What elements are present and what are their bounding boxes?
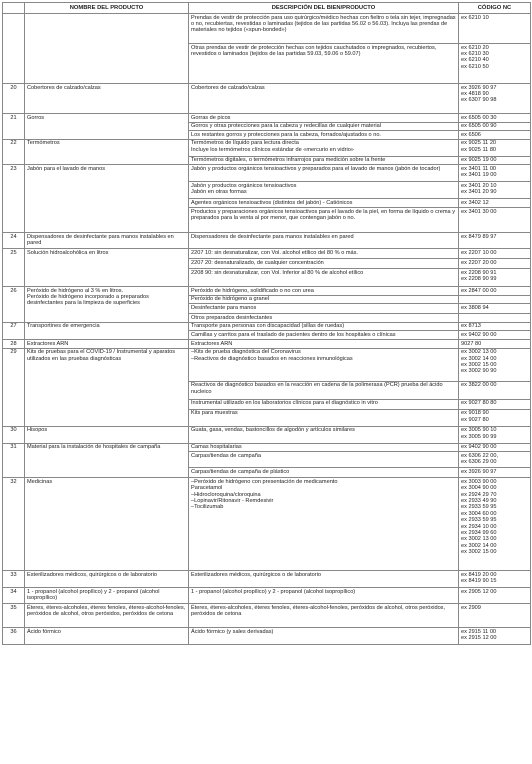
nc-code: ex 6210 40 — [461, 57, 489, 64]
nc-code: ex 2933 59 95 — [461, 517, 497, 524]
row-number: 26 — [3, 286, 25, 322]
table-row — [3, 443, 531, 452]
nc-code-cell — [459, 588, 531, 604]
header-product-name: NOMBRE DEL PRODUCTO — [25, 3, 189, 14]
product-name — [25, 628, 189, 645]
nc-code: ex 2208 90 99 — [461, 275, 497, 282]
nc-code-cell — [459, 14, 531, 44]
nc-code: ex 6506 — [461, 131, 481, 138]
product-name-line: Extractores ARN — [27, 340, 69, 347]
nc-code: ex 3401 20 90 — [461, 189, 497, 196]
product-description — [189, 588, 459, 604]
header-row — [3, 3, 531, 14]
nc-code-cell — [459, 199, 531, 208]
product-name — [25, 14, 189, 84]
nc-code: ex 9027 80 80 — [461, 400, 497, 407]
nc-code: ex 2934 10 00 — [461, 523, 497, 530]
product-description — [189, 258, 459, 268]
product-name-line: Solución hidroalcohólica en litros — [27, 249, 109, 256]
table-row — [3, 588, 531, 604]
description-line: Extractores ARN — [191, 340, 233, 347]
description-line: –Peróxido de hidrógeno con presentación de medicamento — [191, 478, 338, 485]
nc-code-cell — [459, 248, 531, 258]
product-name-line: Medicinas — [27, 478, 53, 485]
description-line: 1 - propanol (alcohol propílico) y 2 - propanol (alcohol isopropílico) — [191, 588, 356, 595]
description-line: Desinfectante para manos — [191, 304, 257, 311]
nc-code-cell — [459, 295, 531, 304]
nc-code-cell — [459, 286, 531, 295]
row-number: 33 — [3, 571, 25, 588]
row-number: 36 — [3, 628, 25, 645]
nc-code: ex 6306 29 00 — [461, 459, 497, 466]
description-line: 2207 10: sin desnaturalizar, con Vol. alcohol etílico del 80 % o más. — [191, 249, 358, 256]
description-line: Guata, gasa, vendas, bastoncillos de algodón y artículos similares — [191, 427, 355, 434]
table-row — [3, 232, 531, 248]
description-line: Incluye los termómetros clínicos estándar de «mercurio en vidrio» — [191, 146, 354, 153]
nc-code-cell — [459, 207, 531, 232]
product-description — [189, 571, 459, 588]
product-description — [189, 381, 459, 399]
description-line: Jabón en otras formas — [191, 189, 247, 196]
description-line: –Hidrocloroquina/cloroquina — [191, 491, 261, 498]
product-name-line: Termómetros — [27, 140, 60, 147]
nc-code-cell — [459, 628, 531, 645]
row-number: 29 — [3, 348, 25, 426]
nc-code: ex 9025 19 00 — [461, 157, 497, 164]
product-description — [189, 322, 459, 331]
nc-code-cell — [459, 258, 531, 268]
description-line: Éteres, éteres-alcoholes, éteres fenoles, éteres-alcohol-fenoles, peróxidos de alcohol, otros peróxidos, peróxidos de cetona — [191, 604, 446, 618]
nc-code-cell — [459, 399, 531, 409]
table-body — [3, 14, 531, 645]
description-line: –Kits de prueba diagnóstica del Coronavirus — [191, 349, 301, 356]
description-line: Otras prendas de vestir de protección hechas con tejidos cauchutados o impregnados, recubiertos, revestidos o laminados (tejidos de las partidas 59.03, 59.06 o 59.07) — [191, 44, 437, 57]
nc-code: ex 6210 20 — [461, 44, 489, 51]
table-row — [3, 628, 531, 645]
product-name — [25, 571, 189, 588]
product-name — [25, 139, 189, 165]
nc-code: ex 9027 80 — [461, 416, 489, 423]
product-description — [189, 286, 459, 295]
description-line: Peróxido de hidrógeno, solidificado o no con urea — [191, 287, 314, 294]
product-description — [189, 295, 459, 304]
nc-code-cell — [459, 443, 531, 452]
description-line: Productos y preparaciones orgánicos tensioactivos para el lavado de la piel, en forma de líquido o crema y preparados para la venta al por menor, que contengan jabón o no. — [191, 208, 455, 221]
product-description — [189, 199, 459, 208]
nc-code-cell — [459, 182, 531, 199]
nc-code: ex 4818 90 — [461, 91, 489, 97]
product-description — [189, 331, 459, 340]
description-line: Peróxido de hidrógeno a granel — [191, 296, 270, 303]
nc-code-cell — [459, 339, 531, 348]
nc-code: ex 2208 90 91 — [461, 269, 497, 276]
nc-code: ex 3004 90 00 — [461, 485, 497, 492]
product-description — [189, 314, 459, 323]
description-line: Ácido fórmico (y sales derivadas) — [191, 628, 274, 635]
nc-code: ex 3002 15 00 — [461, 361, 497, 368]
row-number: 23 — [3, 165, 25, 233]
nc-code: ex 3002 13 00 — [461, 349, 497, 356]
nc-code: ex 3401 19 00 — [461, 172, 497, 179]
nc-code-cell — [459, 156, 531, 165]
product-name — [25, 339, 189, 348]
nc-code-cell — [459, 232, 531, 248]
nc-code: ex 6307 90 98 — [461, 97, 497, 104]
nc-code: ex 2909 — [461, 604, 481, 611]
product-description — [189, 452, 459, 468]
nc-code: ex 6210 10 — [461, 14, 489, 21]
nc-code: ex 3002 15 00 — [461, 549, 497, 556]
nc-code-cell — [459, 44, 531, 84]
product-description — [189, 348, 459, 381]
product-name — [25, 165, 189, 233]
row-number: 34 — [3, 588, 25, 604]
table-row — [3, 286, 531, 295]
nc-code-cell — [459, 84, 531, 114]
nc-code: ex 3005 90 99 — [461, 433, 497, 440]
table-row — [3, 248, 531, 258]
table-row — [3, 604, 531, 628]
nc-code: ex 3002 14 00 — [461, 355, 497, 362]
description-line: Kits para muestras — [191, 410, 238, 417]
product-description — [189, 44, 459, 84]
table-row — [3, 114, 531, 123]
row-number: 31 — [3, 443, 25, 478]
nc-code: ex 2934 99 60 — [461, 529, 497, 536]
nc-code: ex 6210 30 — [461, 51, 489, 57]
nc-code: ex 8479 89 97 — [461, 233, 497, 240]
table-row — [3, 339, 531, 348]
nc-code: ex 3003 90 00 — [461, 478, 497, 485]
nc-code: ex 9018 90 — [461, 410, 489, 417]
product-name-line: Dispensadores de desinfectante para manos instalables en pared — [27, 233, 174, 246]
nc-code: ex 9402 90 00 — [461, 331, 497, 338]
product-name — [25, 478, 189, 571]
header-description: DESCRIPCIÓN DEL BIEN/PRODUCTO — [189, 3, 459, 14]
nc-code: ex 3004 60 00 — [461, 510, 497, 517]
nc-code-cell — [459, 268, 531, 286]
nc-code-cell — [459, 314, 531, 323]
nc-code-cell — [459, 478, 531, 571]
nc-code: ex 9025 11 80 — [461, 146, 497, 153]
nc-code: ex 6505 00 90 — [461, 123, 497, 130]
product-name-line: Peróxido de hidrógeno al 3 % en litros. — [27, 287, 124, 294]
description-line: Esterilizadores médicos, quirúrgicos o de laboratorio — [191, 571, 321, 578]
product-description — [189, 443, 459, 452]
row-number: 30 — [3, 426, 25, 443]
description-line: Camas hospitalarias — [191, 444, 242, 451]
product-description — [189, 156, 459, 165]
nc-code-cell — [459, 468, 531, 478]
nc-code-cell — [459, 139, 531, 156]
product-name — [25, 426, 189, 443]
product-description — [189, 139, 459, 156]
description-line: Cobertores de calzado/calzas — [191, 84, 265, 91]
product-description — [189, 232, 459, 248]
nc-code: 9027 80 — [461, 340, 482, 347]
product-name-line: Kits de pruebas para el COVID-19 / Instrumental y aparatos utilizados en las pruebas diagnósticas — [27, 349, 175, 362]
table-row — [3, 478, 531, 571]
nc-code: ex 2933 59 95 — [461, 504, 497, 511]
nc-code: ex 9402 90 00 — [461, 444, 497, 451]
nc-code: ex 2905 12 00 — [461, 588, 497, 595]
description-line: Dispensadores de desinfectante para manos instalables en pared — [191, 233, 354, 240]
nc-code: ex 6210 50 — [461, 63, 489, 70]
nc-code: ex 2847 00 00 — [461, 287, 497, 294]
nc-code-cell — [459, 348, 531, 381]
nc-code-cell — [459, 604, 531, 628]
description-line: Termómetros digitales, o termómetros infrarrojos para medición sobre la frente — [191, 157, 386, 164]
product-description — [189, 426, 459, 443]
table-row — [3, 571, 531, 588]
product-description — [189, 14, 459, 44]
row-number: 28 — [3, 339, 25, 348]
product-name — [25, 588, 189, 604]
nc-code: ex 3926 90 97 — [461, 84, 497, 91]
nc-code-cell — [459, 114, 531, 123]
product-description — [189, 628, 459, 645]
product-name-line: Transportines de emergencia — [27, 323, 100, 330]
nc-code: ex 3822 00 00 — [461, 382, 497, 389]
description-line: Gorras de picos — [191, 114, 231, 121]
header-nc-code: CÓDIGO NC — [459, 3, 531, 14]
table-row — [3, 165, 531, 182]
description-line: –Reactivos de diagnóstico basados en reacciones inmunológicas — [191, 355, 353, 362]
nc-code: ex 3401 11 00 — [461, 165, 497, 172]
nc-code: ex 6505 00 30 — [461, 114, 497, 121]
description-line: 2208 90: sin desnaturalizar, con Vol. Inferior al 80 % de alcohol etílico — [191, 269, 364, 276]
nc-code-cell — [459, 381, 531, 399]
description-line: Jabón y productos orgánicos tensioactivos — [191, 182, 297, 189]
product-description — [189, 207, 459, 232]
table-row — [3, 426, 531, 443]
product-description — [189, 304, 459, 314]
table-row — [3, 322, 531, 331]
nc-code: ex 2207 10 00 — [461, 249, 497, 256]
product-name-line: Hisopos — [27, 427, 48, 434]
product-name-line: Jabón para el lavado de manos — [27, 165, 106, 172]
nc-code: ex 8419 90 15 — [461, 578, 497, 585]
row-number: 24 — [3, 232, 25, 248]
description-line: –Tocilizumab — [191, 504, 224, 511]
nc-code-cell — [459, 571, 531, 588]
description-line: Prendas de vestir de protección para uso quirúrgico/médico hechas con fieltro o tela sin tejer, impregnadas o no, recubiertas, revestidas o laminadas (tejidos de las partidas 56.02 o 56.03). Incluya las prendas de materiales no tejidos («spun-bonded») — [191, 14, 456, 34]
description-line: Otros preparados desinfectantes — [191, 314, 273, 321]
nc-code: ex 2207 20 00 — [461, 259, 497, 266]
product-description — [189, 468, 459, 478]
description-line: Transporte para personas con discapacidad (sillas de ruedas) — [191, 323, 345, 330]
description-line: Gorros y otras protecciones para la cabeza y redecillas de cualquier material — [191, 123, 381, 130]
product-name-line: Ácido fórmico — [27, 628, 61, 635]
product-name-line: Cobertores de calzado/calzas — [27, 84, 101, 91]
nc-code-cell — [459, 131, 531, 140]
product-table — [2, 2, 531, 645]
product-description — [189, 399, 459, 409]
product-name-line: Esterilizadores médicos, quirúrgicos o de laboratorio — [27, 571, 157, 578]
nc-code: ex 3002 90 90 — [461, 368, 497, 375]
nc-code-cell — [459, 165, 531, 182]
row-number: 21 — [3, 114, 25, 140]
product-name — [25, 443, 189, 478]
product-description — [189, 248, 459, 258]
description-line: Instrumental utilizado en los laboratorios clínicos para el diagnóstico in vitro — [191, 400, 378, 407]
nc-code: ex 3005 90 10 — [461, 427, 497, 434]
description-line: Reactivos de diagnóstico basados en la reacción en cadena de la polimerasa (PCR) prueba del ácido nucleico — [191, 382, 443, 395]
product-description — [189, 165, 459, 182]
product-name-line: 1 - propanol (alcohol propílico) y 2 - propanol (alcohol isopropílico) — [27, 588, 160, 602]
product-description — [189, 122, 459, 131]
row-number: 22 — [3, 139, 25, 165]
product-name-line: Gorros — [27, 114, 45, 121]
row-number: 32 — [3, 478, 25, 571]
description-line: Paracetamol — [191, 485, 223, 492]
description-line: Termómetros de líquido para lectura directa — [191, 140, 299, 147]
description-line: Jabón y productos orgánicos tensioactivos y preparados para el lavado de manos (jabón de tocador) — [191, 165, 441, 172]
description-line: Carpas/tiendas de campaña — [191, 452, 261, 459]
description-line: –Lopinavir/Ritonavir - Remdesivir — [191, 497, 274, 504]
table-row — [3, 348, 531, 381]
table-row — [3, 84, 531, 114]
nc-code: ex 3002 14 00 — [461, 542, 497, 549]
nc-code: ex 3002 13 00 — [461, 536, 497, 543]
product-name — [25, 286, 189, 322]
nc-code-cell — [459, 409, 531, 426]
product-description — [189, 131, 459, 140]
header-num — [3, 3, 25, 14]
product-description — [189, 339, 459, 348]
product-name — [25, 348, 189, 426]
nc-code-cell — [459, 452, 531, 468]
description-line: Carpas/tiendas de campaña de plástico — [191, 468, 290, 475]
nc-code: ex 3402 12 — [461, 199, 489, 206]
product-name-line: Material para la instalación de hospitales de campaña — [27, 444, 161, 451]
row-number: 25 — [3, 248, 25, 286]
description-line: Agentes orgánicos tensioactivos (distintos del jabón) - Catiónicos — [191, 199, 353, 206]
nc-code: ex 9025 11 20 — [461, 140, 497, 147]
nc-code-cell — [459, 122, 531, 131]
nc-code: ex 8713 — [461, 323, 481, 330]
row-number: 35 — [3, 604, 25, 628]
row-number: 27 — [3, 322, 25, 339]
product-description — [189, 409, 459, 426]
product-description — [189, 182, 459, 199]
table-row — [3, 139, 531, 156]
product-name — [25, 84, 189, 114]
nc-code: ex 3401 20 10 — [461, 182, 497, 189]
description-line: Camillas y carritos para el traslado de pacientes dentro de los hospitales o clínicas — [191, 331, 396, 338]
product-name — [25, 114, 189, 140]
nc-code: ex 8419 20 00 — [461, 571, 497, 578]
description-line: 2207 20: desnaturalizado, de cualquier concentración — [191, 259, 324, 266]
product-name — [25, 248, 189, 286]
product-description — [189, 84, 459, 114]
table-row — [3, 14, 531, 44]
row-number: 20 — [3, 84, 25, 114]
product-name — [25, 322, 189, 339]
description-line: Los restantes gorros y protecciones para la cabeza, forrados/ajustados o no. — [191, 131, 381, 138]
nc-code-cell — [459, 426, 531, 443]
product-description — [189, 478, 459, 571]
nc-code: ex 3808 94 — [461, 304, 489, 311]
nc-code-cell — [459, 304, 531, 314]
nc-code: ex 3401 30 00 — [461, 208, 497, 215]
product-name — [25, 604, 189, 628]
nc-code: ex 6306 22 00, — [461, 452, 499, 459]
nc-code: ex 2915 12 00 — [461, 635, 497, 642]
nc-code: ex 2915 11 00 — [461, 628, 497, 635]
product-description — [189, 268, 459, 286]
row-number — [3, 14, 25, 84]
nc-code-cell — [459, 331, 531, 340]
nc-code-cell — [459, 322, 531, 331]
product-description — [189, 604, 459, 628]
product-name-line: Éteres, éteres-alcoholes, éteres fenoles, éteres-alcohol-fenoles, peróxidos de alcohol, otros peróxidos, peróxidos de cetona — [27, 604, 186, 618]
product-name-line: Peróxido de hidrógeno incorporado a preparados desinfectantes para la limpieza de superficies — [27, 293, 149, 307]
product-description — [189, 114, 459, 123]
nc-code: ex 3926 90 97 — [461, 468, 497, 475]
product-name — [25, 232, 189, 248]
nc-code: ex 2924 29 70 — [461, 491, 497, 498]
nc-code: ex 2933 49 90 — [461, 497, 497, 504]
